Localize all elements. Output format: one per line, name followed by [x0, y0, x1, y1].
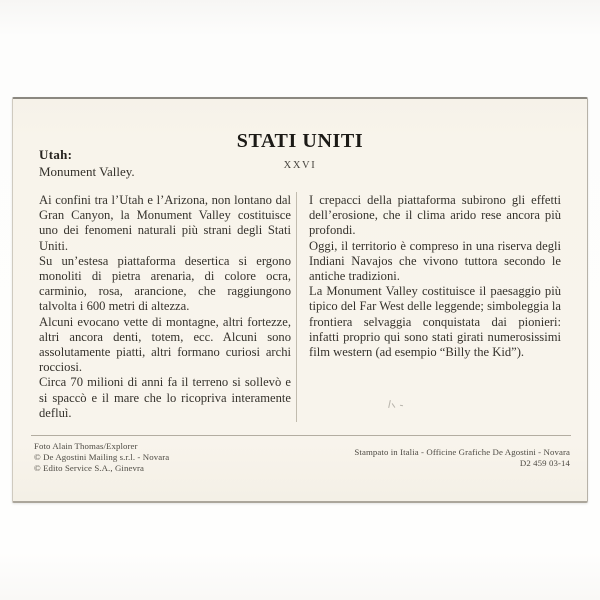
card-title: STATI UNITI — [236, 130, 364, 152]
paragraph: Su un’estesa piattaforma desertica si ergono monoliti di pietra arenaria, di colore ocra, carminio, rosa, arancione, che raggiungono talvolta i 600 metri di altezza. — [39, 253, 291, 314]
paragraph: Ai confini tra l’Utah e l’Arizona, non lontano dal Gran Canyon, la Monument Valley costituisce uno dei fenomeni naturali più strani degli Stati Uniti. — [39, 193, 291, 253]
paragraph: La Monument Valley costituisce il paesaggio più tipico del Far West delle leggende; simboleggia la frontiera selvaggia conquistata dai pionieri: infatti proprio qui sono stati girati numerosissimi film western (ad esempio “Billy the Kid”). — [309, 284, 561, 360]
right-column — [309, 193, 561, 360]
credit-line: © Edito Service S.A., Ginevra — [34, 463, 144, 473]
paragraph: I crepacci della piattaforma subirono gli effetti dell’erosione, che il clima arido rese ancora più profondi. — [309, 193, 561, 238]
credit-line: Foto Alain Thomas/Explorer — [34, 441, 138, 451]
paragraph: Oggi, il territorio è compreso in una riserva degli Indiani Navajos che vivono tuttora secondo le antiche tradizioni. — [309, 238, 561, 284]
stray-pen-mark — [387, 400, 403, 410]
column-divider-rule — [296, 192, 297, 422]
paragraph: Circa 70 milioni di anni fa il terreno si sollevò e si spaccò e il mare che lo ricopriva interamente defluì. — [39, 375, 291, 420]
imprint-line: Stampato in Italia - Officine Grafiche De Agostini - Novara — [354, 447, 570, 457]
footer-divider-rule — [31, 435, 571, 436]
series-number: XXVI — [283, 160, 317, 171]
printer-imprint — [354, 447, 570, 469]
paragraph: Alcuni evocano vette di montagne, altri fortezze, altri ancora denti, totem, ecc. Alcuni sono assolutamente piatti, altri formano curiosi archi rocciosi. — [39, 314, 291, 375]
left-column — [39, 193, 291, 421]
credit-line: © De Agostini Mailing s.r.l. - Novara — [34, 452, 170, 462]
region-sublabel: Monument Valley. — [39, 164, 135, 179]
postcard-card — [12, 97, 588, 503]
region-label: Utah: — [39, 147, 73, 162]
imprint-line: D2 459 03-14 — [519, 458, 570, 468]
photo-credits — [34, 441, 169, 474]
